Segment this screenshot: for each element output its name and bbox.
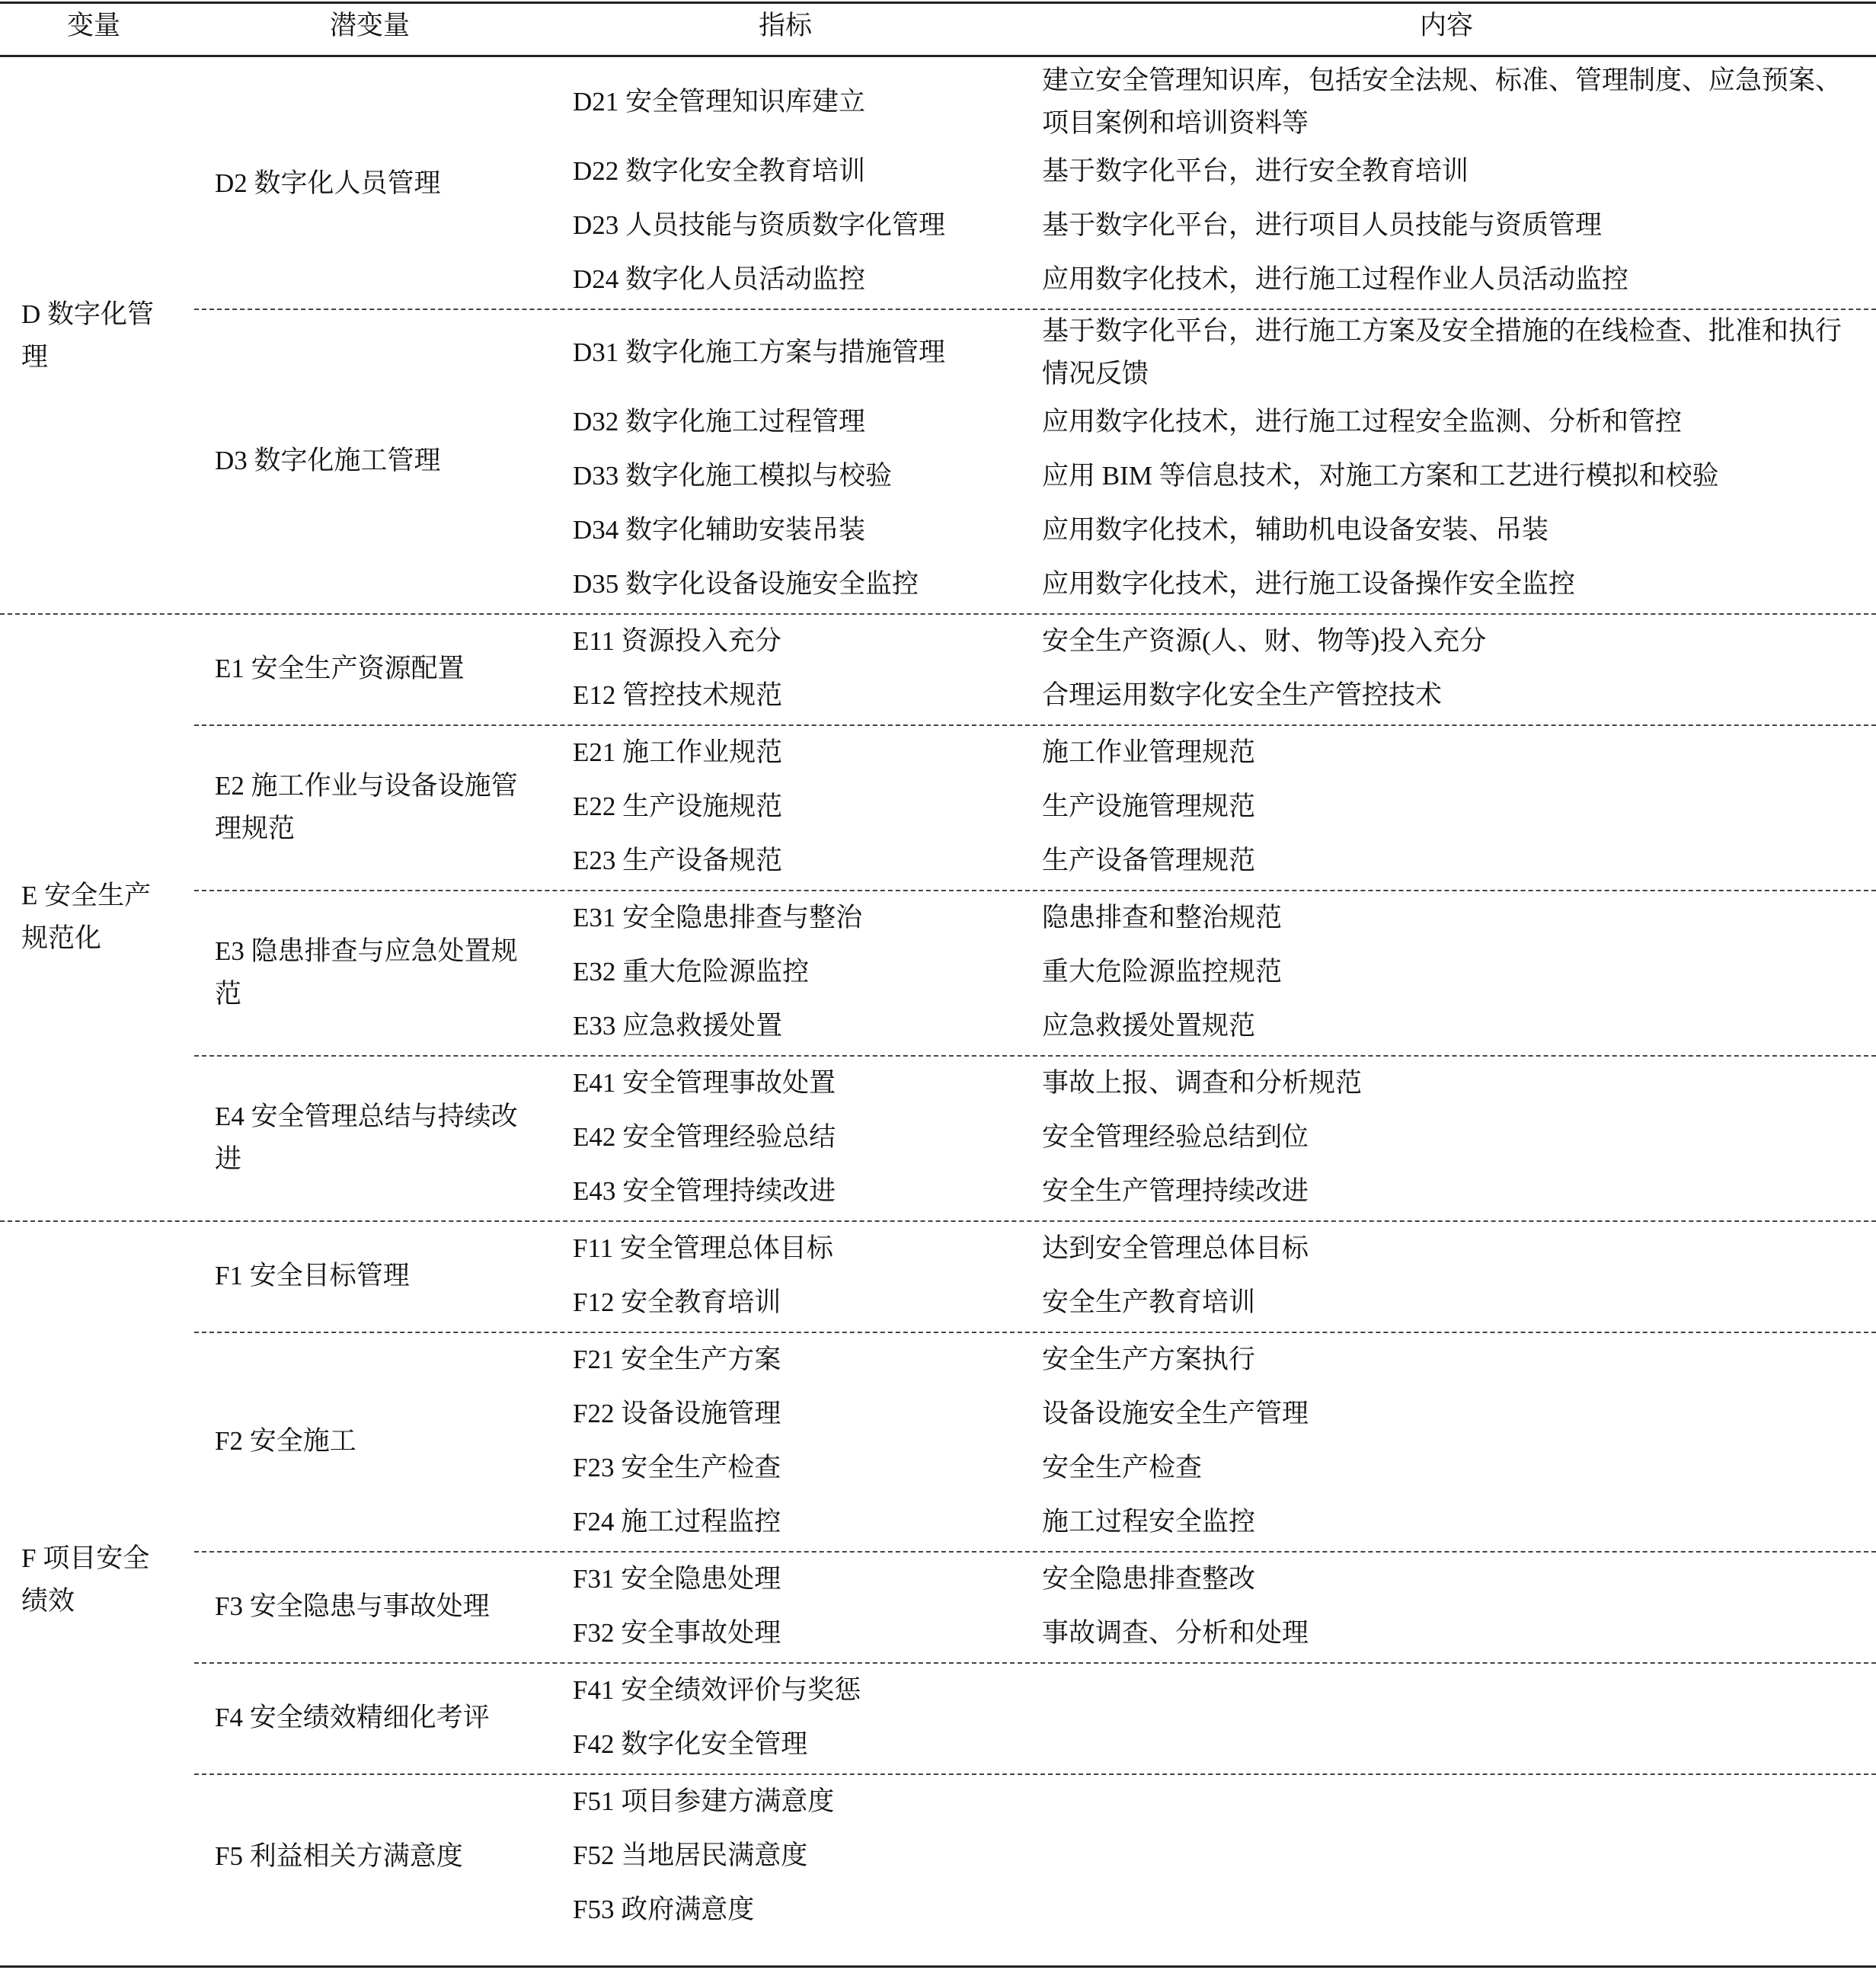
latent-cell: F4 安全绩效精细化考评 <box>215 1703 490 1732</box>
content-cell: 施工过程安全监控 <box>1042 1507 1256 1537</box>
group-divider <box>0 613 1876 615</box>
content-cell: 基于数字化平台，进行安全教育培训 <box>1042 156 1469 186</box>
table-bottom-rule <box>0 1965 1876 1968</box>
latent-cell: E2 施工作业与设备设施管理规范 <box>215 771 518 843</box>
header-indicator: 指标 <box>759 11 813 40</box>
content-cell: 安全生产资源(人、财、物等)投入充分 <box>1042 626 1487 656</box>
content-cell: 合理运用数字化安全生产管控技术 <box>1042 680 1443 710</box>
variable-cell: D 数字化管理 <box>21 299 155 372</box>
content-cell: 重大危险源监控规范 <box>1042 957 1283 987</box>
indicator-cell: F32 安全事故处理 <box>573 1618 781 1648</box>
content-cell: 基于数字化平台，进行项目人员技能与资质管理 <box>1042 210 1603 240</box>
header-variable: 变量 <box>67 11 121 40</box>
content-cell: 隐患排查和整治规范 <box>1042 903 1283 932</box>
latent-divider <box>194 1332 1876 1333</box>
indicator-cell: E23 生产设备规范 <box>573 846 783 875</box>
content-cell: 应用数字化技术，进行施工设备操作安全监控 <box>1042 569 1576 599</box>
indicator-cell: E31 安全隐患排查与整治 <box>573 903 863 932</box>
content-cell: 应用数字化技术，辅助机电设备安装、吊装 <box>1042 515 1549 545</box>
content-cell: 应用数字化技术，进行施工过程安全监测、分析和管控 <box>1042 407 1683 437</box>
indicator-cell: D21 安全管理知识库建立 <box>573 87 866 117</box>
content-cell: 应用 BIM 等信息技术，对施工方案和工艺进行模拟和校验 <box>1042 461 1719 491</box>
indicator-cell: D34 数字化辅助安装吊装 <box>573 515 866 545</box>
indicator-cell: D33 数字化施工模拟与校验 <box>573 461 893 491</box>
indicator-cell: D24 数字化人员活动监控 <box>573 264 866 294</box>
content-cell: 安全生产管理持续改进 <box>1042 1176 1309 1206</box>
indicator-cell: F23 安全生产检查 <box>573 1453 781 1482</box>
content-cell: 基于数字化平台，进行施工方案及安全措施的在线检查、批准和执行情况反馈 <box>1042 316 1842 389</box>
indicator-cell: F42 数字化安全管理 <box>573 1729 808 1759</box>
latent-cell: F3 安全隐患与事故处理 <box>215 1591 490 1621</box>
indicator-cell: D35 数字化设备设施安全监控 <box>573 569 919 599</box>
content-cell: 生产设备管理规范 <box>1042 846 1256 875</box>
content-cell: 生产设施管理规范 <box>1042 792 1256 821</box>
indicator-cell: D23 人员技能与资质数字化管理 <box>573 210 946 240</box>
indicator-cell: F53 政府满意度 <box>573 1895 755 1924</box>
indicator-cell: F11 安全管理总体目标 <box>573 1233 833 1263</box>
header-bottom-rule <box>0 55 1876 57</box>
indicator-cell: E22 生产设施规范 <box>573 792 783 821</box>
indicator-cell: F31 安全隐患处理 <box>573 1564 781 1594</box>
indicator-cell: E41 安全管理事故处置 <box>573 1068 836 1098</box>
variable-cell: E 安全生产规范化 <box>21 881 152 953</box>
indicator-cell: E33 应急救援处置 <box>573 1011 783 1041</box>
indicator-cell: E21 施工作业规范 <box>573 737 783 767</box>
indicator-cell: E11 资源投入充分 <box>573 626 781 656</box>
indicator-cell: F22 设备设施管理 <box>573 1399 781 1428</box>
indicator-cell: D22 数字化安全教育培训 <box>573 156 866 186</box>
indicator-cell: E43 安全管理持续改进 <box>573 1176 836 1206</box>
indicator-cell: D32 数字化施工过程管理 <box>573 407 866 437</box>
indicator-cell: F24 施工过程监控 <box>573 1507 781 1537</box>
content-cell: 安全生产检查 <box>1042 1453 1203 1482</box>
content-cell: 安全隐患排查整改 <box>1042 1564 1256 1594</box>
content-cell: 事故上报、调查和分析规范 <box>1042 1068 1363 1098</box>
content-cell: 安全生产方案执行 <box>1042 1345 1256 1374</box>
latent-cell: F5 利益相关方满意度 <box>215 1841 463 1871</box>
latent-divider <box>194 724 1876 726</box>
latent-cell: E4 安全管理总结与持续改进 <box>215 1102 518 1174</box>
header-latent: 潜变量 <box>330 11 411 40</box>
indicator-cell: D31 数字化施工方案与措施管理 <box>573 337 946 367</box>
indicator-cell: F21 安全生产方案 <box>573 1345 781 1374</box>
latent-divider <box>194 1055 1876 1057</box>
content-cell: 施工作业管理规范 <box>1042 737 1256 767</box>
indicator-cell: F12 安全教育培训 <box>573 1287 781 1317</box>
group-divider <box>0 1220 1876 1222</box>
content-cell: 事故调查、分析和处理 <box>1042 1618 1309 1648</box>
latent-divider <box>194 1773 1876 1775</box>
variable-cell: F 项目安全绩效 <box>21 1543 150 1616</box>
latent-cell: E1 安全生产资源配置 <box>215 654 465 683</box>
latent-divider <box>194 890 1876 891</box>
indicator-cell: E42 安全管理经验总结 <box>573 1122 836 1152</box>
latent-divider <box>194 1551 1876 1553</box>
latent-cell: F2 安全施工 <box>215 1426 356 1456</box>
indicator-cell: F51 项目参建方满意度 <box>573 1786 835 1816</box>
latent-cell: D2 数字化人员管理 <box>215 168 441 198</box>
content-cell: 应急救援处置规范 <box>1042 1011 1256 1041</box>
table-top-rule <box>0 2 1876 4</box>
content-cell: 达到安全管理总体目标 <box>1042 1233 1309 1263</box>
content-cell: 应用数字化技术，进行施工过程作业人员活动监控 <box>1042 264 1629 294</box>
content-cell: 设备设施安全生产管理 <box>1042 1399 1309 1428</box>
content-cell: 安全管理经验总结到位 <box>1042 1122 1309 1152</box>
latent-cell: D3 数字化施工管理 <box>215 446 441 475</box>
content-cell: 安全生产教育培训 <box>1042 1287 1256 1317</box>
latent-cell: F1 安全目标管理 <box>215 1261 410 1290</box>
indicator-cell: E32 重大危险源监控 <box>573 957 810 987</box>
indicator-cell: E12 管控技术规范 <box>573 680 783 710</box>
content-cell: 建立安全管理知识库，包括安全法规、标准、管理制度、应急预案、项目案例和培训资料等 <box>1042 66 1842 138</box>
indicator-cell: F41 安全绩效评价与奖惩 <box>573 1675 861 1705</box>
indicator-cell: F52 当地居民满意度 <box>573 1840 808 1870</box>
latent-divider <box>194 1662 1876 1664</box>
header-content: 内容 <box>1420 11 1474 40</box>
latent-cell: E3 隐患排查与应急处置规范 <box>215 936 518 1009</box>
